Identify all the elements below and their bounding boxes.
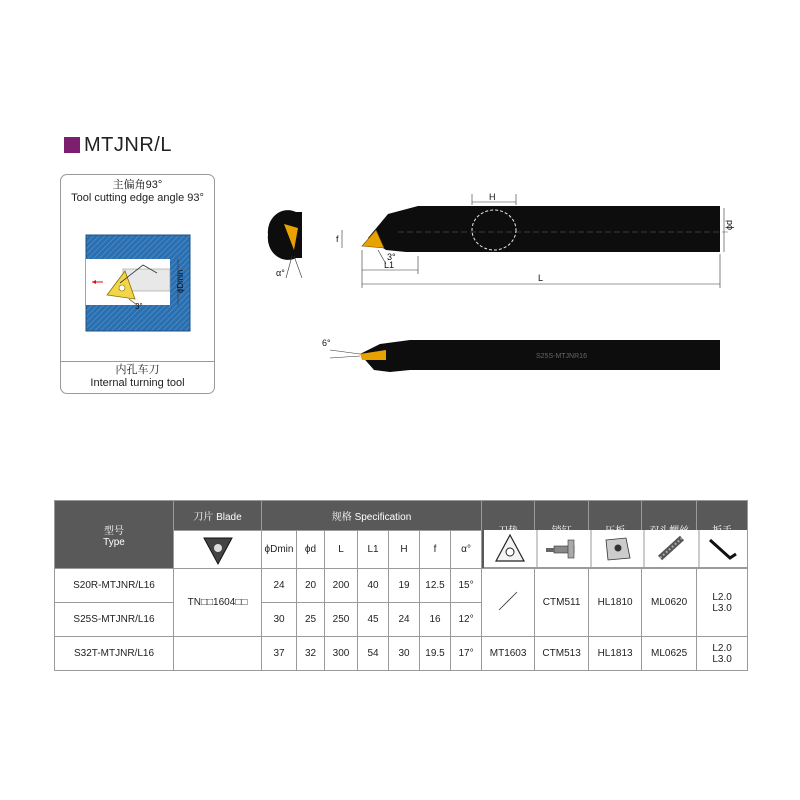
tool-top-view	[258, 180, 734, 300]
angle6-label: 6°	[322, 338, 331, 348]
cell-l1: 45	[358, 603, 389, 637]
screw-value: ML0620	[642, 569, 697, 637]
card-footer-en: Internal turning tool	[90, 377, 185, 389]
no-shim-slash-icon	[493, 586, 523, 616]
row-type: S20R-MTJNR/L16	[55, 569, 174, 603]
clamp-value: HL1813	[589, 637, 642, 671]
triangle-insert-icon	[198, 534, 238, 566]
title-text: MTJNR/L	[84, 133, 172, 156]
boring-diagram	[65, 213, 210, 359]
screw-value: ML0625	[642, 637, 697, 671]
wrench-value: L2.0 L3.0	[697, 569, 748, 637]
cell-l: 250	[325, 603, 358, 637]
d-dim-label: ϕd	[724, 219, 734, 230]
table-row	[55, 569, 748, 603]
table-row	[55, 637, 748, 671]
cell-f: 16	[420, 603, 451, 637]
tool-shank	[368, 206, 720, 252]
title-marker	[64, 137, 80, 153]
cell-d: 20	[297, 569, 325, 603]
f-dim-label: f	[336, 234, 339, 244]
card-footer	[61, 361, 214, 394]
clamp-value: HL1810	[589, 569, 642, 637]
clamp-icon	[606, 538, 630, 560]
spec-col-f: f	[420, 531, 451, 569]
spec-col-l1: L1	[358, 531, 389, 569]
type-header: 型号 Type	[55, 501, 174, 569]
dmin-label: ϕDmin	[176, 269, 185, 293]
l-dim-label: L	[538, 273, 544, 283]
angle-label: 3°	[135, 302, 143, 311]
cell-l1: 54	[358, 637, 389, 671]
spec-col-h: H	[389, 531, 420, 569]
row-type: S32T-MTJNR/L16	[55, 637, 174, 671]
cell-f: 12.5	[420, 569, 451, 603]
card-footer-cn: 内孔车刀	[115, 364, 160, 376]
shank-marking: S25S-MTJNR16	[536, 353, 587, 360]
page-title	[64, 133, 172, 157]
blade-header: 刀片 Blade	[174, 501, 262, 531]
wrench-value: L2.0 L3.0	[697, 637, 748, 671]
spec-col-d: ϕd	[297, 531, 325, 569]
row-type: S25S-MTJNR/L16	[55, 603, 174, 637]
spec-col-dmin: ϕDmin	[262, 531, 297, 569]
cell-l: 200	[325, 569, 358, 603]
spec-header: 规格 Specification	[262, 501, 482, 531]
cell-d: 25	[297, 603, 325, 637]
cutting-angle-card	[60, 174, 215, 394]
cell-d: 32	[297, 637, 325, 671]
accessory-icons	[484, 530, 747, 568]
angle3-label: 3°	[387, 252, 396, 262]
cell-alpha: 17°	[451, 637, 482, 671]
cell-dmin: 30	[262, 603, 297, 637]
cell-f: 19.5	[420, 637, 451, 671]
pin-value: CTM513	[535, 637, 589, 671]
spec-table	[54, 500, 748, 671]
card-header	[61, 175, 214, 211]
cell-h: 24	[389, 603, 420, 637]
h-dim-label: H	[489, 192, 496, 202]
card-header-en: Tool cutting edge angle 93°	[71, 192, 204, 204]
blade-value: TN□□1604□□	[174, 569, 262, 637]
card-header-cn: 主偏角93°	[112, 179, 163, 191]
cell-h: 19	[389, 569, 420, 603]
shim-value: MT1603	[482, 637, 535, 671]
cell-h: 30	[389, 637, 420, 671]
pin-value: CTM511	[535, 569, 589, 637]
cell-dmin: 37	[262, 637, 297, 671]
end-view	[268, 210, 302, 260]
spec-col-l: L	[325, 531, 358, 569]
l1-dim-label: L1	[384, 260, 395, 270]
blade-empty	[174, 637, 262, 671]
cell-l: 300	[325, 637, 358, 671]
cell-alpha: 12°	[451, 603, 482, 637]
spec-col-alpha: α°	[451, 531, 482, 569]
alpha-label: α°	[276, 268, 285, 278]
shim-none	[482, 569, 535, 637]
tool-side-view	[300, 328, 730, 388]
cell-dmin: 24	[262, 569, 297, 603]
cell-l1: 40	[358, 569, 389, 603]
blade-image	[174, 531, 262, 569]
cell-alpha: 15°	[451, 569, 482, 603]
